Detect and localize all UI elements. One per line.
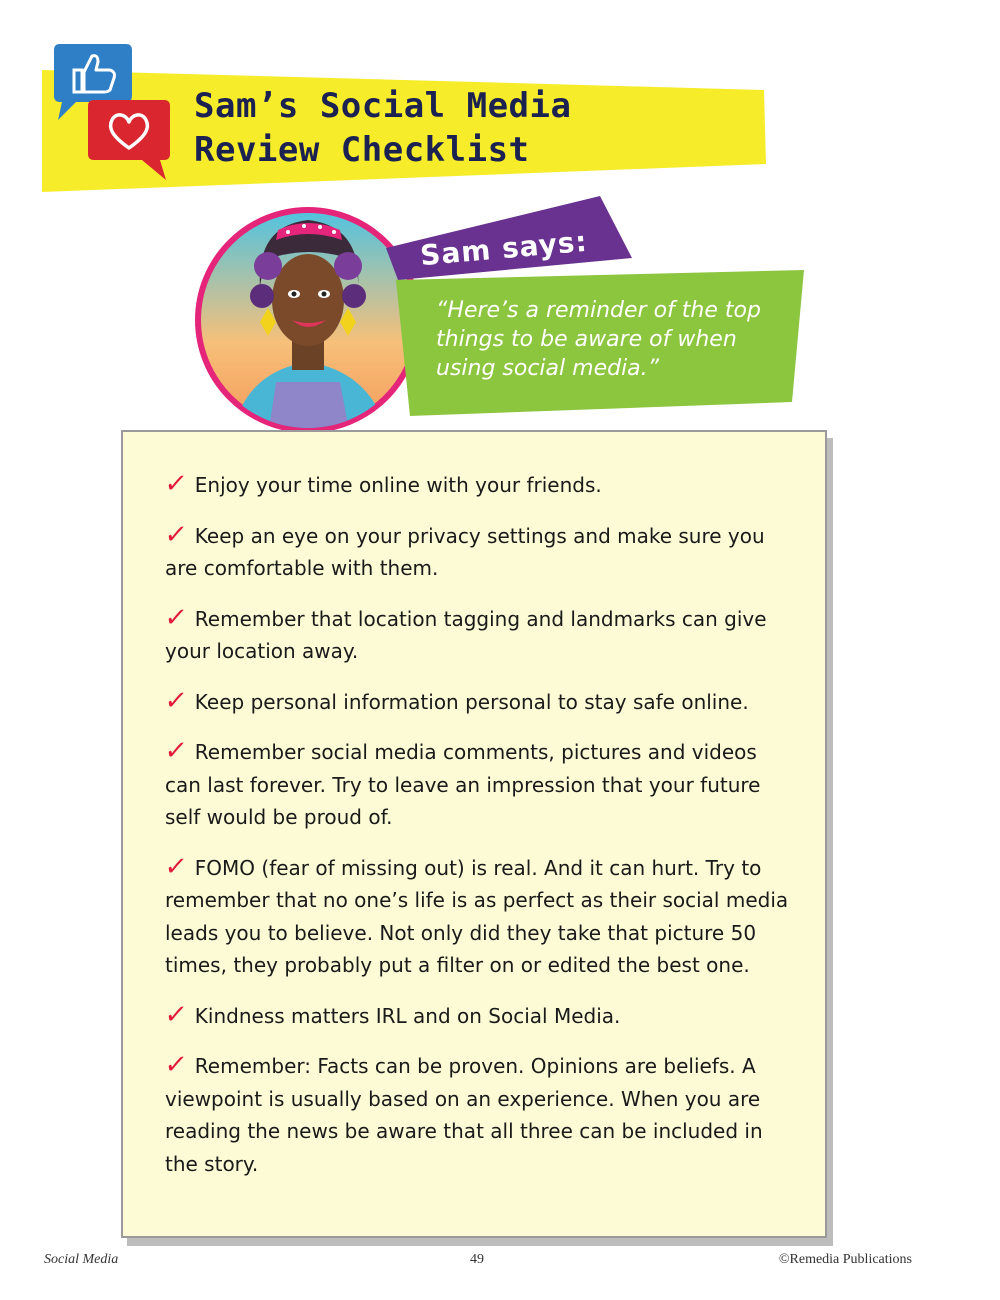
checklist-items — [162, 468, 795, 1197]
checklist-item — [162, 519, 795, 585]
checkmark-icon: ✓ — [162, 736, 189, 766]
checklist-item — [162, 685, 795, 719]
checklist-item-text: Remember that location tagging and landmarks can give your location away. — [165, 606, 767, 663]
sam-says-label: Sam says: — [418, 224, 589, 273]
checklist-item-text: FOMO (fear of missing out) is real. And it can hurt. Try to remember that no one’s life is as perfect as their social media leads you to believe. Not only did they take that picture 50 times, they probably put a filter on or edited the best one. — [165, 855, 789, 977]
checklist-item — [162, 999, 795, 1033]
checkmark-icon: ✓ — [162, 469, 189, 499]
footer-copyright: ©Remedia Publications — [778, 1252, 912, 1267]
checklist-item — [162, 851, 795, 982]
title-line-1: Sam’s Social Media — [194, 86, 572, 126]
checklist-item-text: Keep an eye on your privacy settings and make sure you are comfortable with them. — [165, 523, 765, 580]
checkmark-icon: ✓ — [162, 1050, 189, 1080]
checklist-item — [162, 1049, 795, 1180]
page-footer — [44, 1252, 912, 1272]
checklist-item-text: Keep personal information personal to stay safe online. — [194, 689, 749, 714]
checkmark-icon: ✓ — [162, 999, 189, 1030]
checklist-item-text: Kindness matters IRL and on Social Media. — [194, 1003, 621, 1028]
page-title — [194, 84, 571, 172]
checklist-item-text: Remember social media comments, pictures and videos can last forever. Try to leave an impression that your future self would be proud of. — [165, 740, 761, 829]
checklist-item-text: Remember: Facts can be proven. Opinions are beliefs. A viewpoint is usually based on an experience. When you are reading the news be aware that all three can be included in the story. — [165, 1054, 763, 1176]
sam-quote: “Here’s a reminder of the top things to be aware of when using social media.” — [436, 298, 761, 381]
checklist-item-text: Enjoy your time online with your friends. — [194, 473, 602, 497]
checkmark-icon: ✓ — [162, 851, 189, 882]
checkmark-icon: ✓ — [162, 519, 189, 550]
checklist-item — [162, 602, 795, 668]
checkmark-icon: ✓ — [162, 602, 189, 633]
footer-book-title: Social Media — [44, 1252, 119, 1267]
page-number: 49 — [470, 1252, 484, 1267]
title-line-2: Review Checklist — [194, 130, 530, 170]
checkmark-icon: ✓ — [162, 685, 189, 716]
checklist-item — [162, 735, 795, 834]
checklist-item — [162, 468, 795, 502]
checklist-panel — [121, 430, 827, 1238]
title-banner — [42, 62, 766, 192]
